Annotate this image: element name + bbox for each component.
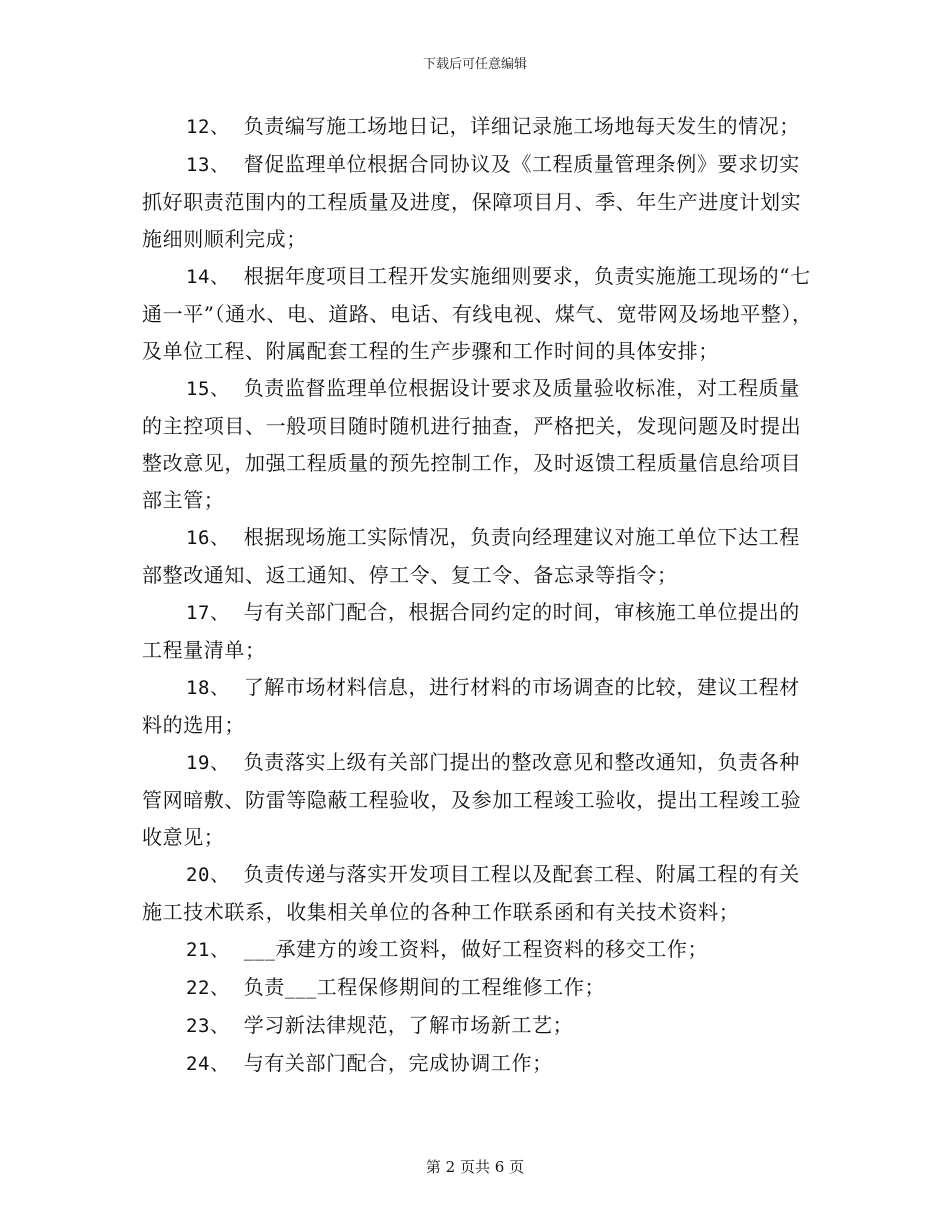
list-item-15 — [142, 370, 814, 519]
item-number: 16、 — [186, 527, 230, 549]
item-text: 学习新法律规范，了解市场新工艺； — [243, 1013, 574, 1037]
item-text: 根据年度项目工程开发实施细则要求，负责实施施工现场的“七通一平”（通水、电、道路、电话、有线电视、煤气、宽带网及场地平整），及单位工程、附属配套工程的生产步骤和工作时间的具体安排； — [142, 264, 813, 363]
list-item-23 — [142, 1007, 814, 1045]
item-number: 24、 — [186, 1053, 230, 1075]
list-item-20 — [142, 856, 814, 931]
item-number: 23、 — [186, 1015, 230, 1037]
item-number: 15、 — [186, 378, 230, 400]
list-item-16 — [142, 519, 814, 594]
page-header: 下载后可任意编辑 — [422, 57, 527, 72]
item-text: 负责___工程保修期间的工程维修工作； — [243, 975, 606, 999]
document-body — [142, 108, 814, 1083]
list-item-22 — [142, 969, 814, 1007]
item-number: 17、 — [186, 602, 230, 624]
item-number: 18、 — [186, 677, 230, 699]
list-item-18 — [142, 669, 814, 744]
item-text: 负责落实上级有关部门提出的整改意见和整改通知，负责各种管网暗敷、防雷等隐蔽工程验收，及参加工程竣工验收，提出工程竣工验收意见； — [142, 750, 802, 849]
item-number: 20、 — [186, 864, 230, 886]
list-item-13 — [142, 146, 814, 258]
item-text: 督促监理单位根据合同协议及《工程质量管理条例》要求切实抓好职责范围内的工程质量及进度，保障项目月、季、年生产进度计划实施细则顺利完成； — [142, 152, 802, 251]
list-item-12 — [142, 108, 814, 146]
item-text: 负责编写施工场地日记，详细记录施工场地每天发生的情况； — [243, 114, 800, 138]
item-text: 了解市场材料信息，进行材料的市场调查的比较，建议工程材料的选用； — [142, 675, 800, 737]
item-number: 12、 — [186, 116, 230, 138]
list-item-21 — [142, 931, 814, 969]
item-text: 与有关部门配合，根据合同约定的时间，审核施工单位提出的工程量清单； — [142, 600, 800, 662]
item-text: ___承建方的竣工资料，做好工程资料的移交工作； — [243, 937, 709, 961]
item-number: 19、 — [186, 752, 230, 774]
list-item-17 — [142, 594, 814, 669]
item-number: 21、 — [186, 939, 230, 961]
page-footer: 第 2 页共 6 页 — [425, 1158, 525, 1176]
item-text: 根据现场施工实际情况，负责向经理建议对施工单位下达工程部整改通知、返工通知、停工令、复工令、备忘录等指令； — [142, 525, 800, 587]
item-text: 负责监督监理单位根据设计要求及质量验收标准，对工程质量的主控项目、一般项目随时随机进行抽查，严格把关，发现问题及时提出整改意见，加强工程质量的预先控制工作，及时返馈工程质量信息给项目部主管； — [142, 376, 802, 512]
item-text: 与有关部门配合，完成协调工作； — [243, 1051, 553, 1075]
item-number: 14、 — [186, 266, 230, 288]
item-number: 13、 — [186, 154, 230, 176]
list-item-24 — [142, 1045, 814, 1083]
list-item-19 — [142, 744, 814, 856]
item-text: 负责传递与落实开发项目工程以及配套工程、附属工程的有关施工技术联系，收集相关单位的各种工作联系函和有关技术资料； — [142, 862, 800, 924]
item-number: 22、 — [186, 977, 230, 999]
list-item-14 — [142, 258, 814, 370]
